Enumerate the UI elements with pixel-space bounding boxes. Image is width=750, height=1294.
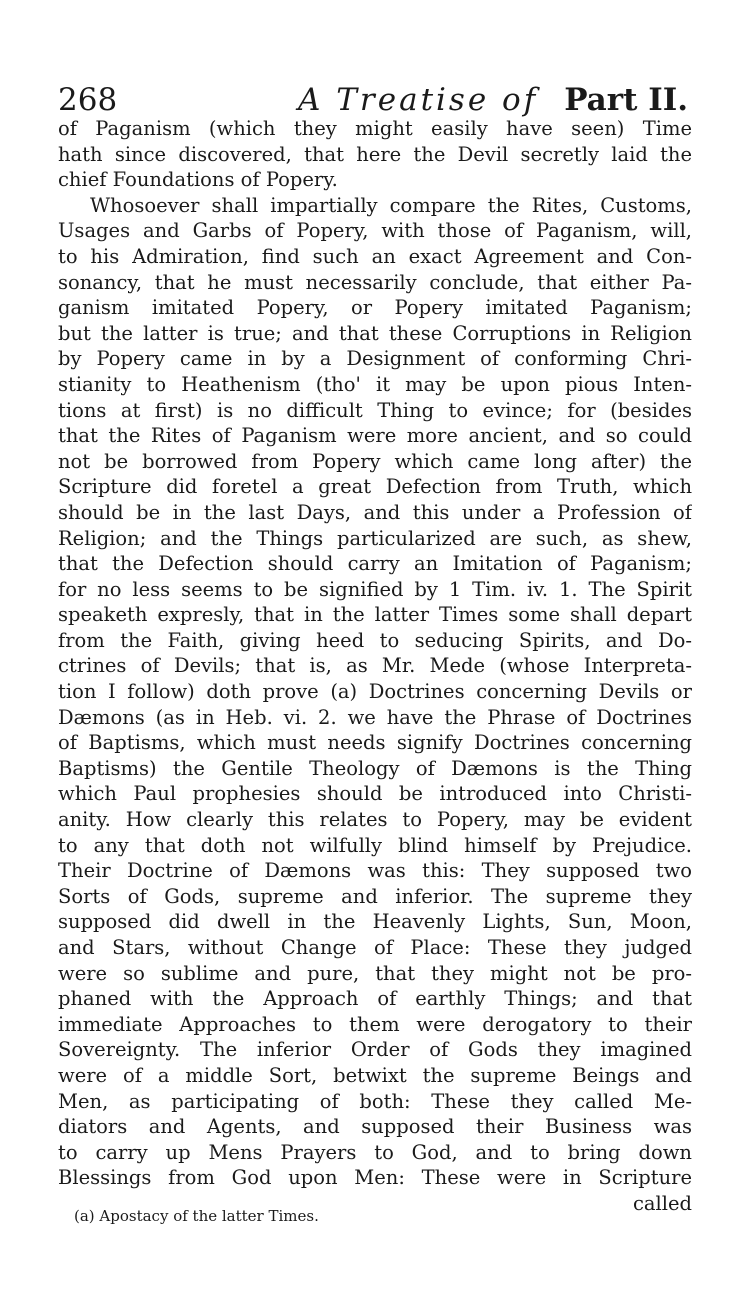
text-line: supposed did dwell in the Heavenly Lights, Sun, Moon, — [58, 910, 692, 934]
text-line: ctrines of Devils; that is, as Mr. Mede (whose Interpreta- — [58, 654, 692, 678]
text-line: to any that doth not wilfully blind himself by Prejudice. — [58, 833, 692, 857]
text-line: to carry up Mens Prayers to God, and to bring down — [58, 1140, 692, 1164]
text-line: from the Faith, giving heed to seducing Spirits, and Do- — [58, 628, 692, 652]
page-header — [58, 80, 688, 120]
text-line: Whosoever shall impartially compare the Rites, Customs, — [90, 193, 692, 217]
text-line: but the latter is true; and that these Corruptions in Religion — [58, 321, 692, 345]
text-line: Usages and Garbs of Popery, with those of Paganism, will, — [58, 219, 692, 243]
text-line: that the Rites of Paganism were more ancient, and so could — [58, 424, 692, 448]
text-line: by Popery came in by a Designment of conforming Chri- — [58, 347, 692, 371]
text-line: Sovereignty. The inferior Order of Gods they imagined — [58, 1038, 692, 1062]
text-line: Blessings from God upon Men: These were in Scripture — [58, 1166, 692, 1190]
text-line: anity. How clearly this relates to Popery, may be evident — [58, 808, 692, 832]
text-line: to his Admiration, find such an exact Agreement and Con- — [58, 244, 692, 268]
text-line: were of a middle Sort, betwixt the supreme Beings and — [58, 1063, 692, 1087]
text-line: were so sublime and pure, that they might not be pro- — [58, 961, 692, 985]
footnote: (a) Apostacy of the latter Times. — [74, 1207, 319, 1225]
text-line: Sorts of Gods, supreme and inferior. The supreme they — [58, 884, 692, 908]
text-line: phaned with the Approach of earthly Things; and that — [58, 987, 692, 1011]
text-line: which Paul prophesies should be introduced into Christi- — [58, 782, 692, 806]
text-line: Their Doctrine of Dæmons was this: They supposed two — [58, 859, 692, 883]
text-line: Dæmons (as in Heb. vi. 2. we have the Phrase of Doctrines — [58, 705, 692, 729]
text-line: hath since discovered, that here the Devil secretly laid the — [58, 142, 692, 166]
text-line: chief Foundations of Popery. — [58, 168, 338, 192]
page-number: 268 — [58, 82, 118, 118]
text-line: tions at first) is no difficult Thing to evince; for (besides — [58, 398, 692, 422]
part-label: Part II. — [564, 82, 688, 118]
text-line: that the Defection should carry an Imitation of Paganism; — [58, 552, 692, 576]
text-line: Scripture did foretel a great Defection from Truth, which — [58, 475, 692, 499]
text-line: stianity to Heathenism (tho' it may be upon pious Inten- — [58, 372, 692, 396]
catchword: called — [632, 1191, 692, 1215]
text-line: diators and Agents, and supposed their Business was — [58, 1115, 692, 1139]
text-line: for no less seems to be signified by 1 Tim. iv. 1. The Spirit — [58, 577, 692, 601]
text-line: Men, as participating of both: These they called Me- — [58, 1089, 692, 1113]
text-line: of Baptisms, which must needs signify Doctrines concerning — [58, 731, 692, 755]
text-line: should be in the last Days, and this under a Profession of — [58, 500, 692, 524]
text-line: and Stars, without Change of Place: These they judged — [58, 936, 692, 959]
text-line: sonancy, that he must necessarily conclude, that either Pa- — [58, 270, 692, 294]
text-line: not be borrowed from Popery which came long after) the — [58, 449, 692, 473]
text-line: speaketh expresly, that in the latter Times some shall depart — [58, 603, 692, 627]
text-line: of Paganism (which they might easily have seen) Time — [58, 117, 692, 140]
text-line: tion I follow) doth prove (a) Doctrines concerning Devils or — [58, 680, 692, 704]
text-line: Religion; and the Things particularized are such, as shew, — [58, 526, 692, 550]
text-line: ganism imitated Popery, or Popery imitated Paganism; — [58, 296, 692, 320]
running-title: A Treatise of — [298, 82, 539, 118]
text-line: Baptisms) the Gentile Theology of Dæmons is the Thing — [58, 756, 692, 780]
body-text — [58, 116, 692, 1217]
text-line: immediate Approaches to them were derogatory to their — [58, 1012, 692, 1036]
